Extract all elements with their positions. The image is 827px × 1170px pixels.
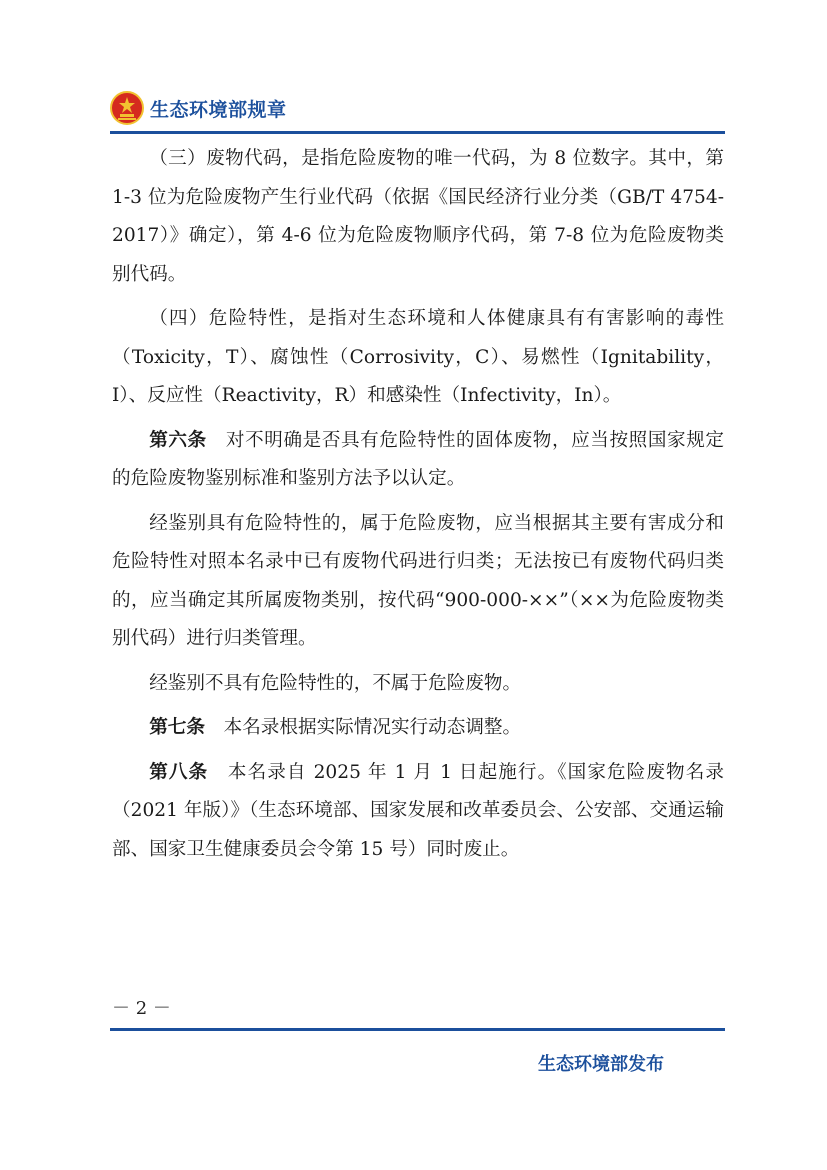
page-number: － 2 －	[112, 998, 171, 1019]
footer-divider	[110, 1028, 725, 1031]
article-7-label: 第七条	[149, 717, 205, 738]
national-emblem-icon	[110, 91, 144, 125]
article-6	[112, 422, 724, 499]
article-6-paragraph-2: 经鉴别具有危险特性的，属于危险废物，应当根据其主要有害成分和危险特性对照本名录中已有废物代码进行归类；无法按已有废物代码归类的，应当确定其所属废物类别，按代码“900-000-××”（××为危险废物类别代码）进行归类管理。	[112, 512, 724, 649]
header-divider	[110, 131, 725, 134]
paragraph-hazard-characteristics: （四）危险特性，是指对生态环境和人体健康具有有害影响的毒性（Toxicity，T）、腐蚀性（Corrosivity，C）、易燃性（Ignitability，I）、反应性（Reactivity，R）和感染性（Infectivity，In）。	[112, 308, 724, 406]
paragraph-waste-code: （三）废物代码，是指危险废物的唯一代码，为 8 位数字。其中，第 1-3 位为危险废物产生行业代码（依据《国民经济行业分类（GB/T 4754-2017）》确定），第 4-6 位为危险废物顺序代码，第 7-8 位为危险废物类别代码。	[112, 148, 724, 285]
article-8-text: 本名录自 2025 年 1 月 1 日起施行。《国家危险废物名录（2021 年版）》（生态环境部、国家发展和改革委员会、公安部、交通运输部、国家卫生健康委员会令第 15 号）同时废止。	[112, 761, 724, 860]
article-6-text: 对不明确是否具有危险特性的固体废物，应当按照国家规定的危险废物鉴别标准和鉴别方法予以认定。	[112, 429, 724, 489]
article-7-text: 本名录根据实际情况实行动态调整。	[223, 717, 522, 738]
article-6-label: 第六条	[149, 429, 207, 451]
article-8	[112, 754, 724, 870]
article-6-paragraph-3: 经鉴别不具有危险特性的，不属于危险废物。	[149, 672, 522, 694]
article-7	[112, 709, 724, 748]
article-8-label: 第八条	[149, 761, 209, 783]
header-title: 生态环境部规章	[150, 98, 287, 121]
footer-publisher: 生态环境部发布	[538, 1054, 664, 1075]
document-body	[112, 140, 724, 869]
page-header	[110, 88, 287, 128]
